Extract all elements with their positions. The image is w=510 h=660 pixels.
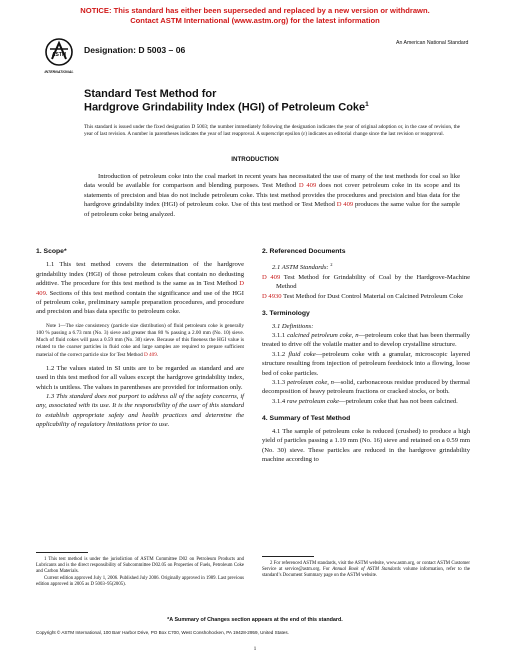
link-d409[interactable]: D 409 (144, 351, 157, 358)
astm-standards-label: 2.1 ASTM Standards: $^2$ (272, 262, 333, 272)
note-1: Note 1—The size consistency (particle size distribution) of fluid petroleum coke is generally 100 % passing a 6.73 mm (No. 3) sieve and greater than 80 % passing a 2.00 mm (No. 10) sieve. Much of fluid cokes will pass a 0.59 mm (No. 30) sieve. Because of this fineness the HGI value is related to the coarser particles in fluid coke and large samples are required to prepare sufficient material of the correct particle size for Test Method D 409. (36, 322, 244, 358)
title-line-1: Standard Test Method for (84, 88, 217, 100)
link-d4930[interactable]: D 4930 (262, 292, 282, 300)
notice-banner (0, 6, 510, 26)
notice-line-2: Contact ASTM International (www.astm.org) for the latest information (130, 16, 380, 25)
footnote-1: 1 This test method is under the jurisdiction of ASTM Committee D02 on Petroleum Products and Lubricants and is the direct responsibility of Subcommittee D02.05 on Properties of Fuels, Petroleum Coke and Carbon Materials. (36, 557, 244, 575)
title-line-2: Hardgrove Grindability Index (HGI) of Petroleum Coke$^1$ (84, 101, 369, 114)
left-footnotes (36, 557, 244, 588)
definitions-label: 3.1 Definitions: (272, 322, 314, 330)
right-footnotes (262, 561, 470, 580)
para-1-2: 1.2 The values stated in SI units are to be regarded as standard and are used in this test method for all values except the hardgrove grindability index, which is unitless. The values in parentheses are provided for information only. (36, 364, 244, 391)
para-1-1: 1.1 This test method covers the determination of the hardgrove grindability index (HGI) of those petroleum cokes that contain no dedusting additive. The procedure for this test method is the same as in Test Method D 409. Sections of this test method contain the significance and use of the HGI of petroleum coke, preliminary sample preparation procedures, and procedure and precision and bias data specific to petroleum coke. (36, 261, 244, 316)
link-d409[interactable]: D 409 (336, 201, 354, 209)
issued-statement: This standard is issued under the fixed designation D 5003; the number immediately following the designation indicates the year of original adoption or, in the case of revision, the year of last revision. A number in parentheses indicates the year of last reapproval. A superscript epsilon (ε) indicates an editorial change since the last revision or reapproval. (84, 124, 460, 138)
page-number: 1 (253, 646, 257, 652)
reference-d409: D 409 Test Method for Grindability of Coal by the Hardgrove-Machine Method (262, 274, 470, 291)
copyright: Copyright © ASTM International, 100 Barr Harbor Drive, PO Box C700, West Conshohocken, PA 19428-2959, United States. (36, 630, 289, 635)
introduction-text: Introduction of petroleum coke into the coal market in recent years has necessitated the use of many of the test methods for coal so like data would be available for comparison and blending purposes. Test Method D 409 does not cover petroleum coke in its scope and its statements of precision and bias do not include petroleum coke. This test method provides the procedures and precision and bias data for the hardgrove grindability index (HGI) of petroleum coke. Use of this test method or Test Method D 409 produces the same value for the sample of petroleum coke being analyzed. (84, 173, 460, 218)
national-standard-label: An American National Standard (396, 40, 469, 46)
introduction-heading: INTRODUCTION (231, 156, 279, 163)
summary-heading: 4. Summary of Test Method (262, 415, 351, 423)
title-footnote-mark: 1 (365, 101, 369, 108)
terminology-heading: 3. Terminology (262, 310, 310, 318)
left-column (36, 247, 244, 430)
link-d409[interactable]: D 409 (36, 280, 244, 297)
para-1-3: 1.3 This standard does not purport to address all of the safety concerns, if any, associated with its use. It is the responsibility of the user of this standard to establish appropriate safety and health practices and determine the applicability of regulatory limitations prior to use. (36, 393, 244, 429)
scope-heading: 1. Scope* (36, 248, 67, 255)
para-4-1: 4.1 The sample of petroleum coke is reduced (crushed) to produce a high yield of particles passing a 1.19 mm (No. 16) sieve and retained on a 0.59 mm (No. 30) sieve. These particles are reduced in the hardgrove grindability machine according to (262, 427, 470, 463)
svg-text:INTERNATIONAL: INTERNATIONAL (44, 70, 74, 74)
astm-logo (42, 37, 76, 77)
svg-text:ASTM: ASTM (51, 52, 67, 58)
notice-line-1: NOTICE: This standard has either been superseded and replaced by a new version or withdrawn. (80, 6, 430, 15)
footnote-1-edition: Current edition approved July 1, 2006. Published July 2006. Originally approved in 1989. Last previous edition approved in 2005 as D 5003–95(2005). (36, 575, 244, 587)
right-column (262, 247, 470, 464)
definition-raw-coke: 3.1.4 raw petroleum coke—petroleum coke that has not been calcined. (272, 397, 458, 405)
definition-calcined: 3.1.1 calcined petroleum coke, n—petroleum coke that has been thermally treated to drive off the volatile matter and to develop crystalline structure. (262, 332, 470, 349)
reference-d4930: D 4930 Test Method for Dust Control Material on Calcined Petroleum Coke (262, 292, 464, 300)
summary-of-changes-note: *A Summary of Changes section appears at the end of this standard. (167, 617, 343, 623)
link-d409[interactable]: D 409 (298, 182, 317, 190)
footnote-rule (262, 556, 314, 557)
referenced-documents-heading: 2. Referenced Documents (262, 248, 346, 255)
footnote-rule (36, 552, 88, 553)
footnote-2: 2 For referenced ASTM standards, visit the ASTM website, www.astm.org, or contact ASTM Customer Service at service@astm.org. For Annual Book of ASTM Standards volume information, refer to the standard’s Document Summary page on the ASTM website. (262, 561, 470, 579)
designation: Designation: D 5003 – 06 (84, 45, 186, 55)
definition-petroleum-coke: 3.1.3 petroleum coke, n—solid, carbonaceous residue produced by thermal decomposition of heavy petroleum fractions or cracked stocks, or both. (262, 379, 471, 396)
definition-fluid-coke: 3.1.2 fluid coke—petroleum coke with a granular, microscopic layered structure resulting from injection of petroleum feedstock into a flowing, loose bed of coke particles. (262, 350, 470, 377)
link-d409[interactable]: D 409 (262, 274, 281, 281)
